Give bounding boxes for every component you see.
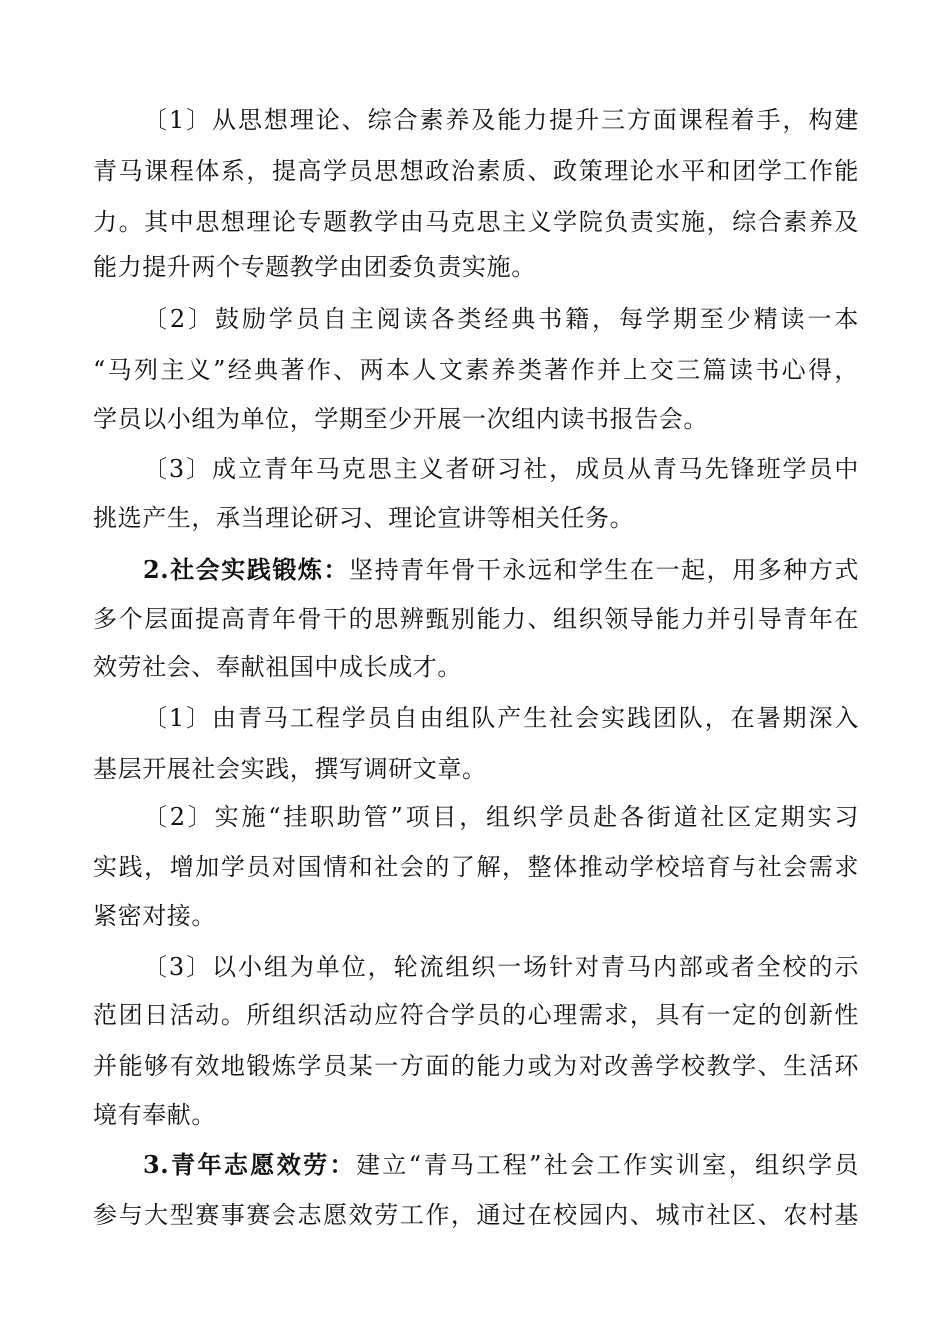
paragraph-line: 效劳社会、奉献祖国中成长成才。 xyxy=(93,653,462,681)
paragraph-line: 〔2〕实施“挂职助管”项目，组织学员赴各街道社区定期实习 xyxy=(143,803,859,831)
paragraph-line: “马列主义”经典著作、两本人文素养类著作并上交三篇读书心得， xyxy=(93,356,859,384)
section-heading-social-practice: 2.社会实践锻炼： xyxy=(143,555,350,584)
paragraph-line: 基层开展社会实践，撰写调研文章。 xyxy=(93,755,487,783)
section-heading-line xyxy=(143,1143,859,1187)
paragraph-line: 境有奉献。 xyxy=(93,1101,216,1129)
paragraph-line: 参与大型赛事赛会志愿效劳工作，通过在校园内、城市社区、农村基 xyxy=(93,1201,859,1229)
paragraph-line: 力。其中思想理论专题教学由马克思主义学院负责实施，综合素养及 xyxy=(93,208,859,236)
paragraph-line: 青马课程体系，提高学员思想政治素质、政策理论水平和团学工作能 xyxy=(93,157,859,185)
paragraph-line: 能力提升两个专题教学由团委负责实施。 xyxy=(93,253,536,281)
paragraph-line: 并能够有效地锻炼学员某一方面的能力或为对改善学校教学、生活环 xyxy=(93,1052,859,1080)
paragraph-line: 范团日活动。所组织活动应符合学员的心理需求，具有一定的创新性 xyxy=(93,1001,859,1029)
paragraph-text: 建立“青马工程”社会工作实训室，组织学员 xyxy=(355,1151,859,1179)
paragraph-text: 坚持青年骨干永远和学生在一起，用多种方式 xyxy=(349,556,859,584)
paragraph-line: 〔1〕从思想理论、综合素养及能力提升三方面课程着手，构建 xyxy=(143,106,859,134)
paragraph-line: 〔3〕成立青年马克思主义者研习社，成员从青马先锋班学员中 xyxy=(143,455,859,483)
paragraph-line: 紧密对接。 xyxy=(93,902,216,930)
paragraph-line: 〔3〕以小组为单位，轮流组织一场针对青马内部或者全校的示 xyxy=(143,953,859,981)
paragraph-line: 实践，增加学员对国情和社会的了解，整体推动学校培育与社会需求 xyxy=(93,853,859,881)
paragraph-line: 〔1〕由青马工程学员自由组队产生社会实践团队，在暑期深入 xyxy=(143,704,859,732)
section-heading-volunteer-service: 3.青年志愿效劳： xyxy=(143,1150,356,1179)
paragraph-line: 多个层面提高青年骨干的思辨甄别能力、组织领导能力并引导青年在 xyxy=(93,605,859,633)
section-heading-line xyxy=(143,548,859,592)
paragraph-line: 挑选产生，承当理论研习、理论宣讲等相关任务。 xyxy=(93,504,635,532)
paragraph-line: 学员以小组为单位，学期至少开展一次组内读书报告会。 xyxy=(93,405,708,433)
paragraph-line: 〔2〕鼓励学员自主阅读各类经典书籍，每学期至少精读一本 xyxy=(143,305,859,333)
